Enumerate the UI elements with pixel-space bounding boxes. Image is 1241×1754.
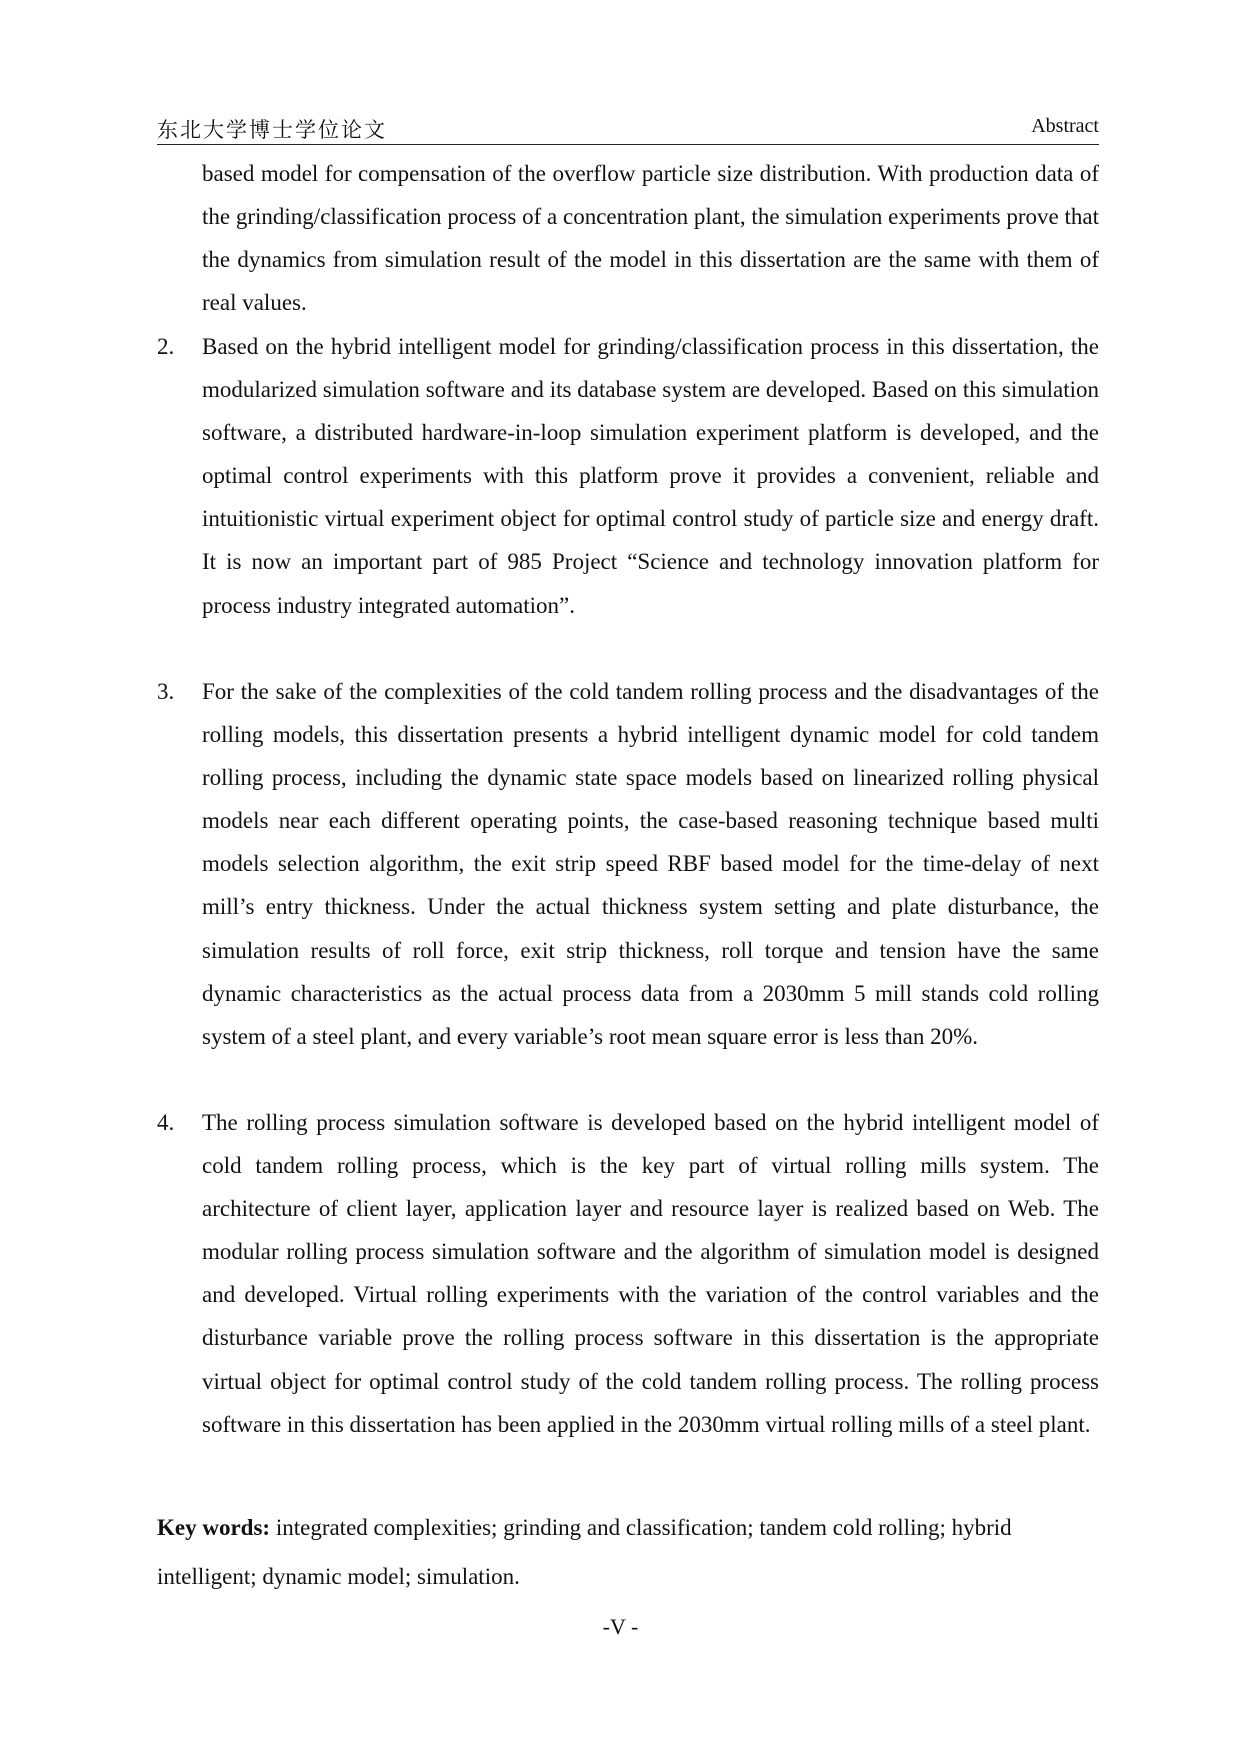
keywords-label: Key words: <box>157 1515 271 1540</box>
header-university-title: 东北大学博士学位论文 <box>157 118 387 142</box>
continuation-paragraph: based model for compensation of the overflow particle size distribution. With production data of the grinding/classification process of a concentration plant, the simulation experiments prove that the dynamics from simulation result of the model in this dissertation are the same with them of real values. <box>202 161 1099 316</box>
list-item-number: 2. <box>157 334 175 359</box>
keywords-text: integrated complexities; grinding and classification; tandem cold rolling; hybrid intelligent; dynamic model; simulation. <box>157 1515 1012 1589</box>
keywords <box>157 1503 1099 1601</box>
list-item-text: The rolling process simulation software is developed based on the hybrid intelligent model of cold tandem rolling process, which is the key part of virtual rolling mills system. The architecture of client layer, application layer and resource layer is realized based on Web. The modular rolling process simulation software and the algorithm of simulation model is designed and developed. Virtual rolling experiments with the variation of the control variables and the disturbance variable prove the rolling process software in this dissertation is the appropriate virtual object for optimal control study of the cold tandem rolling process. The rolling process software in this dissertation has been applied in the 2030mm virtual rolling mills of a steel plant. <box>202 1110 1099 1437</box>
header-section-title: Abstract <box>1031 115 1099 137</box>
list-item-number: 4. <box>157 1110 175 1135</box>
page-number: -V - <box>602 1614 639 1639</box>
list-item-text: Based on the hybrid intelligent model for grinding/classification process in this dissertation, the modularized simulation software and its database system are developed. Based on this simulation software, a distributed hardware-in-loop simulation experiment platform is developed, and the optimal control experiments with this platform prove it provides a convenient, reliable and intuitionistic virtual experiment object for optimal control study of particle size and energy draft. It is now an important part of 985 Project “Science and technology innovation platform for process industry integrated automation”. <box>202 334 1099 618</box>
running-header <box>157 110 1099 145</box>
list-item-number: 3. <box>157 679 175 704</box>
list-item-text: For the sake of the complexities of the cold tandem rolling process and the disadvantages of the rolling models, this dissertation presents a hybrid intelligent dynamic model for cold tandem rolling process, including the dynamic state space models based on linearized rolling physical models near each different operating points, the case-based reasoning technique based multi models selection algorithm, the exit strip speed RBF based model for the time-delay of next mill’s entry thickness. Under the actual thickness system setting and plate disturbance, the simulation results of roll force, exit strip thickness, roll torque and tension have the same dynamic characteristics as the actual process data from a 2030mm 5 mill stands cold rolling system of a steel plant, and every variable’s root mean square error is less than 20%. <box>202 679 1099 1049</box>
